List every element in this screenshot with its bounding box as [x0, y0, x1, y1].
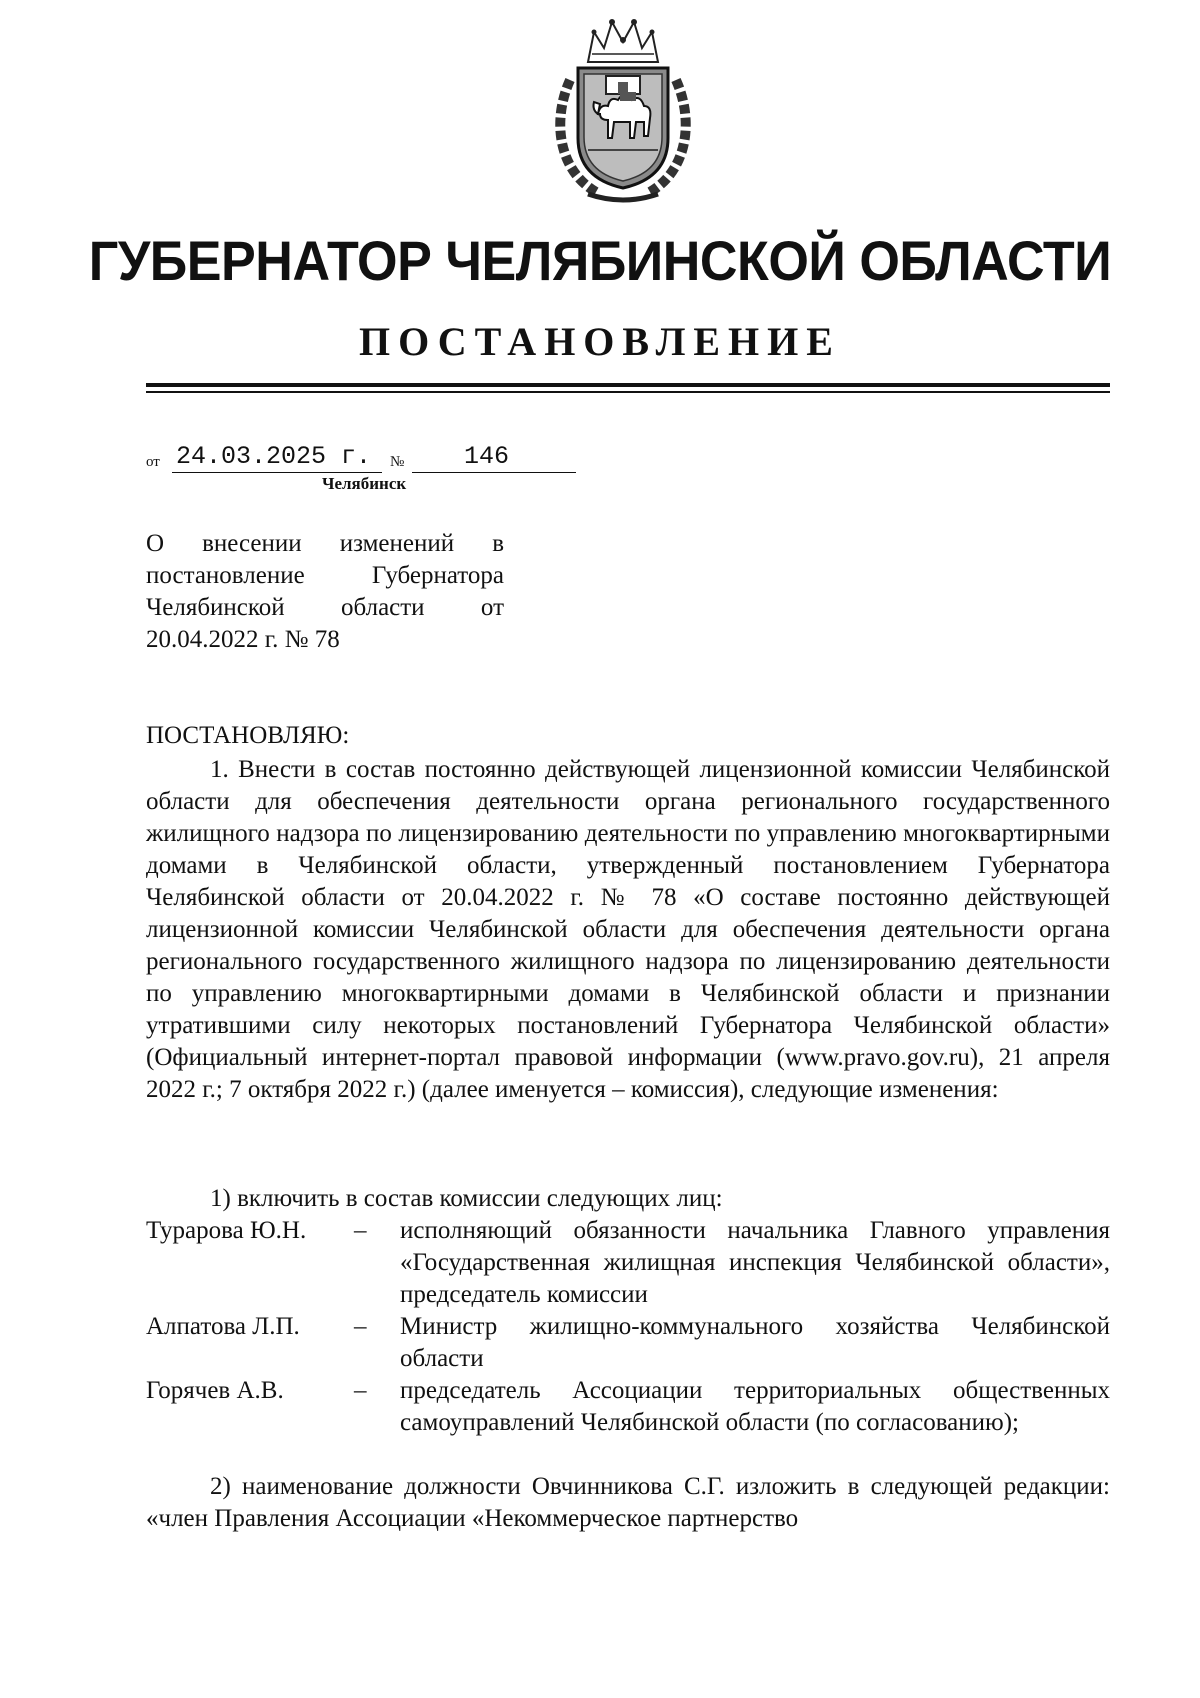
document-subject: О внесении изменений в постановление Губернатора Челябинской области от 20.04.2022 г. № 78: [146, 530, 504, 653]
header-divider-thin: [146, 391, 1110, 393]
city: Челябинск: [322, 474, 407, 493]
number-label: №: [390, 454, 405, 470]
decree-word: ПОСТАНОВЛЯЮ:: [146, 722, 350, 749]
number-underline: [412, 472, 576, 473]
member-dash: –: [354, 1313, 367, 1340]
member-name: Турарова Ю.Н.: [146, 1217, 307, 1244]
document-date: 24.03.2025 г.: [176, 442, 372, 471]
date-prefix: от: [146, 454, 160, 470]
chelyabinsk-coat-of-arms-icon: [548, 10, 698, 206]
organization-title: ГУБЕРНАТОР ЧЕЛЯБИНСКОЙ ОБЛАСТИ: [88, 229, 1112, 292]
member-dash: –: [354, 1217, 367, 1244]
member-dash: –: [354, 1377, 367, 1404]
member-role: исполняющий обязанности начальника Главного управления «Государственная жилищная инспекция Челябинской области», председатель комиссии: [400, 1217, 1110, 1308]
member-role: председатель Ассоциации территориальных общественных самоуправлений Челябинской области (по согласованию);: [400, 1377, 1110, 1436]
subparagraph-1-intro: 1) включить в состав комиссии следующих лиц:: [210, 1185, 723, 1212]
document-type: ПОСТАНОВЛЕНИЕ: [359, 319, 841, 364]
date-underline: [172, 472, 382, 473]
member-role: Министр жилищно-коммунального хозяйства Челябинской области: [400, 1313, 1110, 1372]
document-number: 146: [464, 442, 510, 471]
header-divider-thick: [146, 383, 1110, 387]
registration-line: [146, 440, 576, 476]
member-name: Горячев А.В.: [146, 1377, 284, 1404]
paragraph-1: 1. Внести в состав постоянно действующей лицензионной комиссии Челябинской области для обеспечения деятельности органа регионального государственного жилищного надзора по лицензированию деятельности по управлению многоквартирными домами в Челябинской области, утвержденный постановлением Губернатора Челябинской области от 20.04.2022 г. № 78 «О составе постоянно действующей лицензионной комиссии Челябинской области для обеспечения деятельности органа регионального государственного жилищного надзора по лицензированию деятельности по управлению многоквартирными домами в Челябинской области и признании утратившими силу некоторых постановлений Губернатора Челябинской области» (Официальный интернет-портал правовой информации (www.pravo.gov.ru), 21 апреля 2022 г.; 7 октября 2022 г.) (далее именуется – комиссия), следующие изменения:: [146, 756, 1110, 1103]
member-name: Алпатова Л.П.: [146, 1313, 300, 1340]
paragraph-2: 2) наименование должности Овчинникова С.Г. изложить в следующей редакции: «член Правления Ассоциации «Некоммерческое партнерство: [146, 1473, 1110, 1532]
